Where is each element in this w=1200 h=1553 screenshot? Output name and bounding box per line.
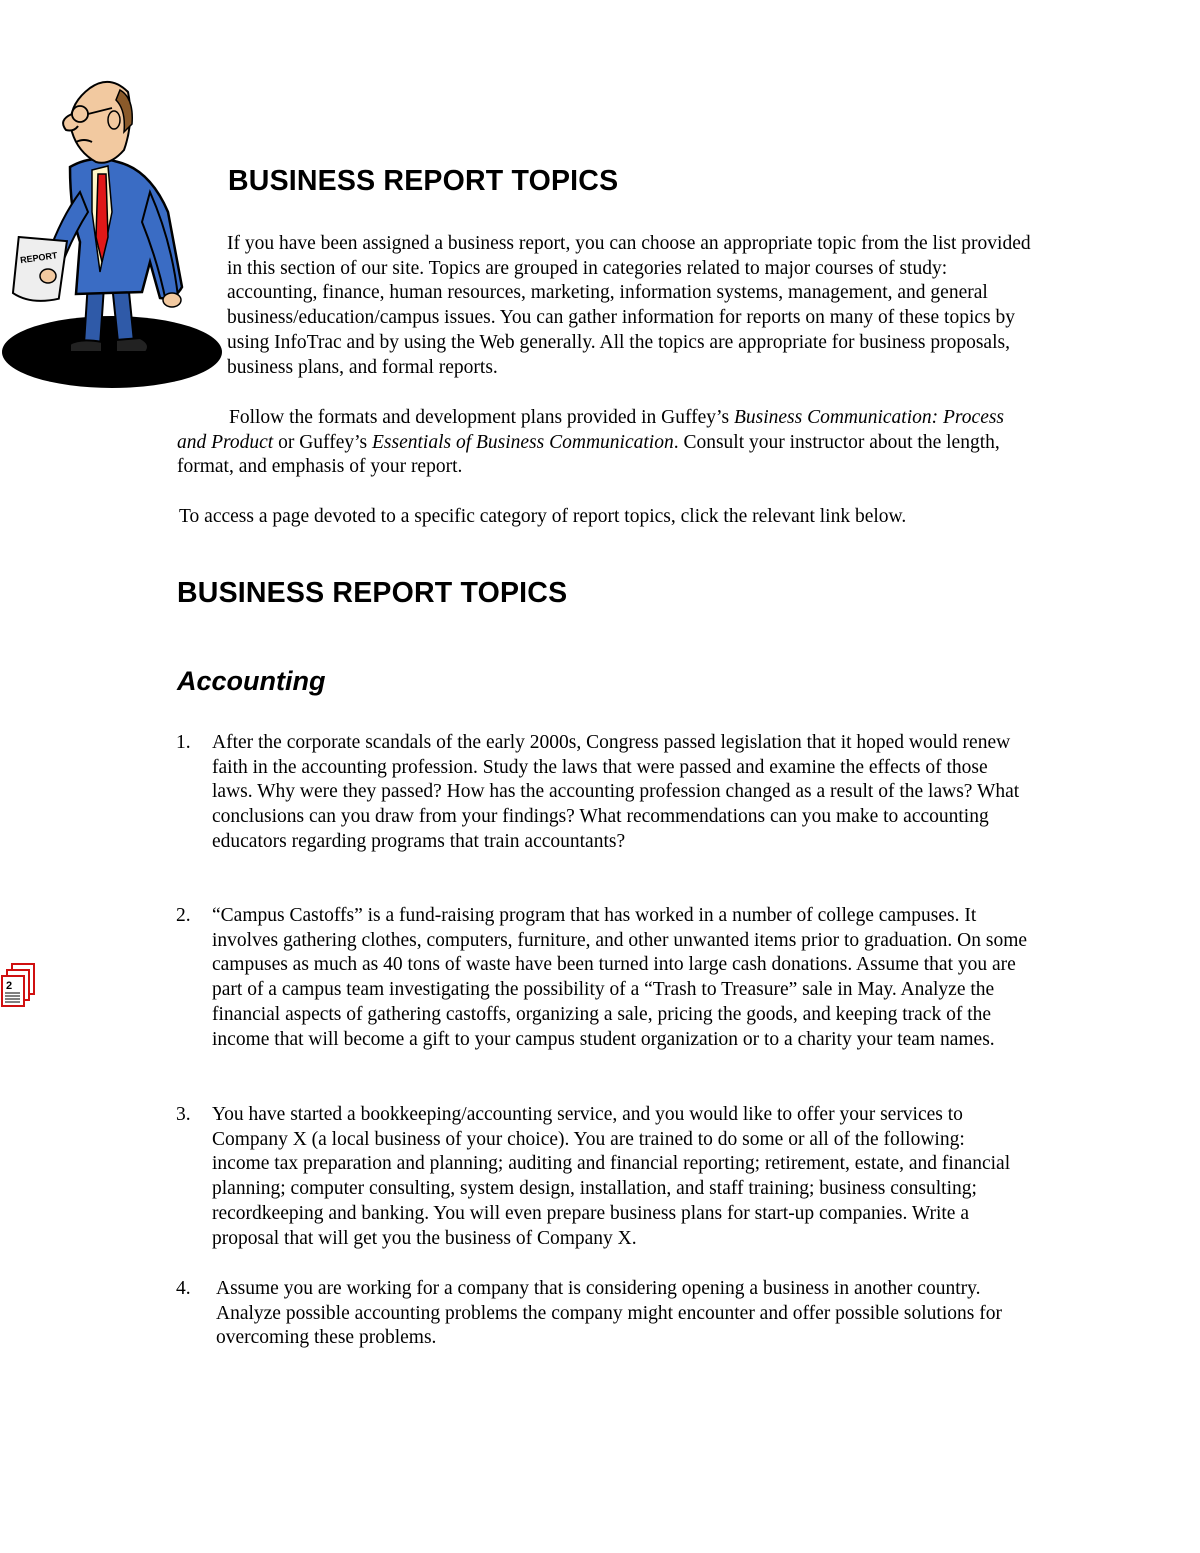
item-number: 3. xyxy=(176,1104,191,1125)
formats-text-1: Follow the formats and development plans provided in Guffey’s xyxy=(229,407,734,428)
item-text: Assume you are working for a company that is considering opening a business in another country. Analyze possible accounting problems the company might encounter and offer possible solutions for overcoming these problems. xyxy=(216,1278,1002,1349)
item-number: 1. xyxy=(176,732,191,753)
businessman-report-illustration xyxy=(0,62,225,392)
formats-text-3: . Consult your instructor about the length, format, and emphasis of your report. xyxy=(177,431,1000,478)
access-instructions: To access a page devoted to a specific category of report topics, click the relevant link below. xyxy=(179,506,907,527)
item-number: 4. xyxy=(176,1278,191,1299)
formats-paragraph xyxy=(177,406,1037,480)
section-title: BUSINESS REPORT TOPICS xyxy=(177,577,568,609)
item-text: You have started a bookkeeping/accounting service, and you would like to offer your services to Company X (a local business of your choice). You are trained to do some or all of the following: income tax preparation and planning; auditing and financial reporting; retirement, estate, and financial planning; computer consulting, system design, installation, and staff training; business consulting; recordkeeping and banking. You will even prepare business plans for start-up companies. Write a proposal that will get you the business of Company X. xyxy=(212,1104,1011,1249)
book-title-1: Business Communication: Process and Product xyxy=(177,407,1005,453)
item-text: After the corporate scandals of the early 2000s, Congress passed legislation that it hoped would renew faith in the accounting profession. Study the laws that were passed and examine the effects of those laws. Why were they passed? How has the accounting profession changed as a result of the laws? What conclusions can you draw from your findings? What recommendations can you make to accounting educators regarding programs that train accountants? xyxy=(212,732,1020,852)
document-icon-label: 2 xyxy=(6,980,13,992)
page-title: BUSINESS REPORT TOPICS xyxy=(228,165,619,197)
intro-paragraph: If you have been assigned a business report, you can choose an appropriate topic from the list provided in this section of our site. Topics are grouped in categories related to major courses of study: accounting, finance, human resources, marketing, information systems, management, and general business/education/campus issues. You can gather information for reports on many of these topics by using InfoTrac and by using the Web generally. All the topics are appropriate for business proposals, business plans, and formal reports. xyxy=(227,233,1031,378)
item-number: 2. xyxy=(176,905,191,926)
book-title-2: Essentials of Business Communication xyxy=(371,431,674,453)
category-heading-accounting: Accounting xyxy=(177,666,326,696)
item-text: “Campus Castoffs” is a fund-raising program that has worked in a number of college campuses. It involves gathering clothes, computers, furniture, and other unwanted items prior to graduation. On some campuses as much as 40 tons of waste have been turned into large cash donations. Assume that you are part of a campus team investigating the possibility of a “Trash to Treasure” sale in May. Analyze the financial aspects of gathering castoffs, organizing a sale, pricing the goods, and keeping track of the income that will become a gift to your campus student organization or to a charity your team names. xyxy=(212,905,1028,1050)
report-paper-label: REPORT xyxy=(19,250,59,266)
document-stack-icon[interactable] xyxy=(0,962,40,1014)
formats-text-2: or Guffey’s xyxy=(273,431,372,453)
